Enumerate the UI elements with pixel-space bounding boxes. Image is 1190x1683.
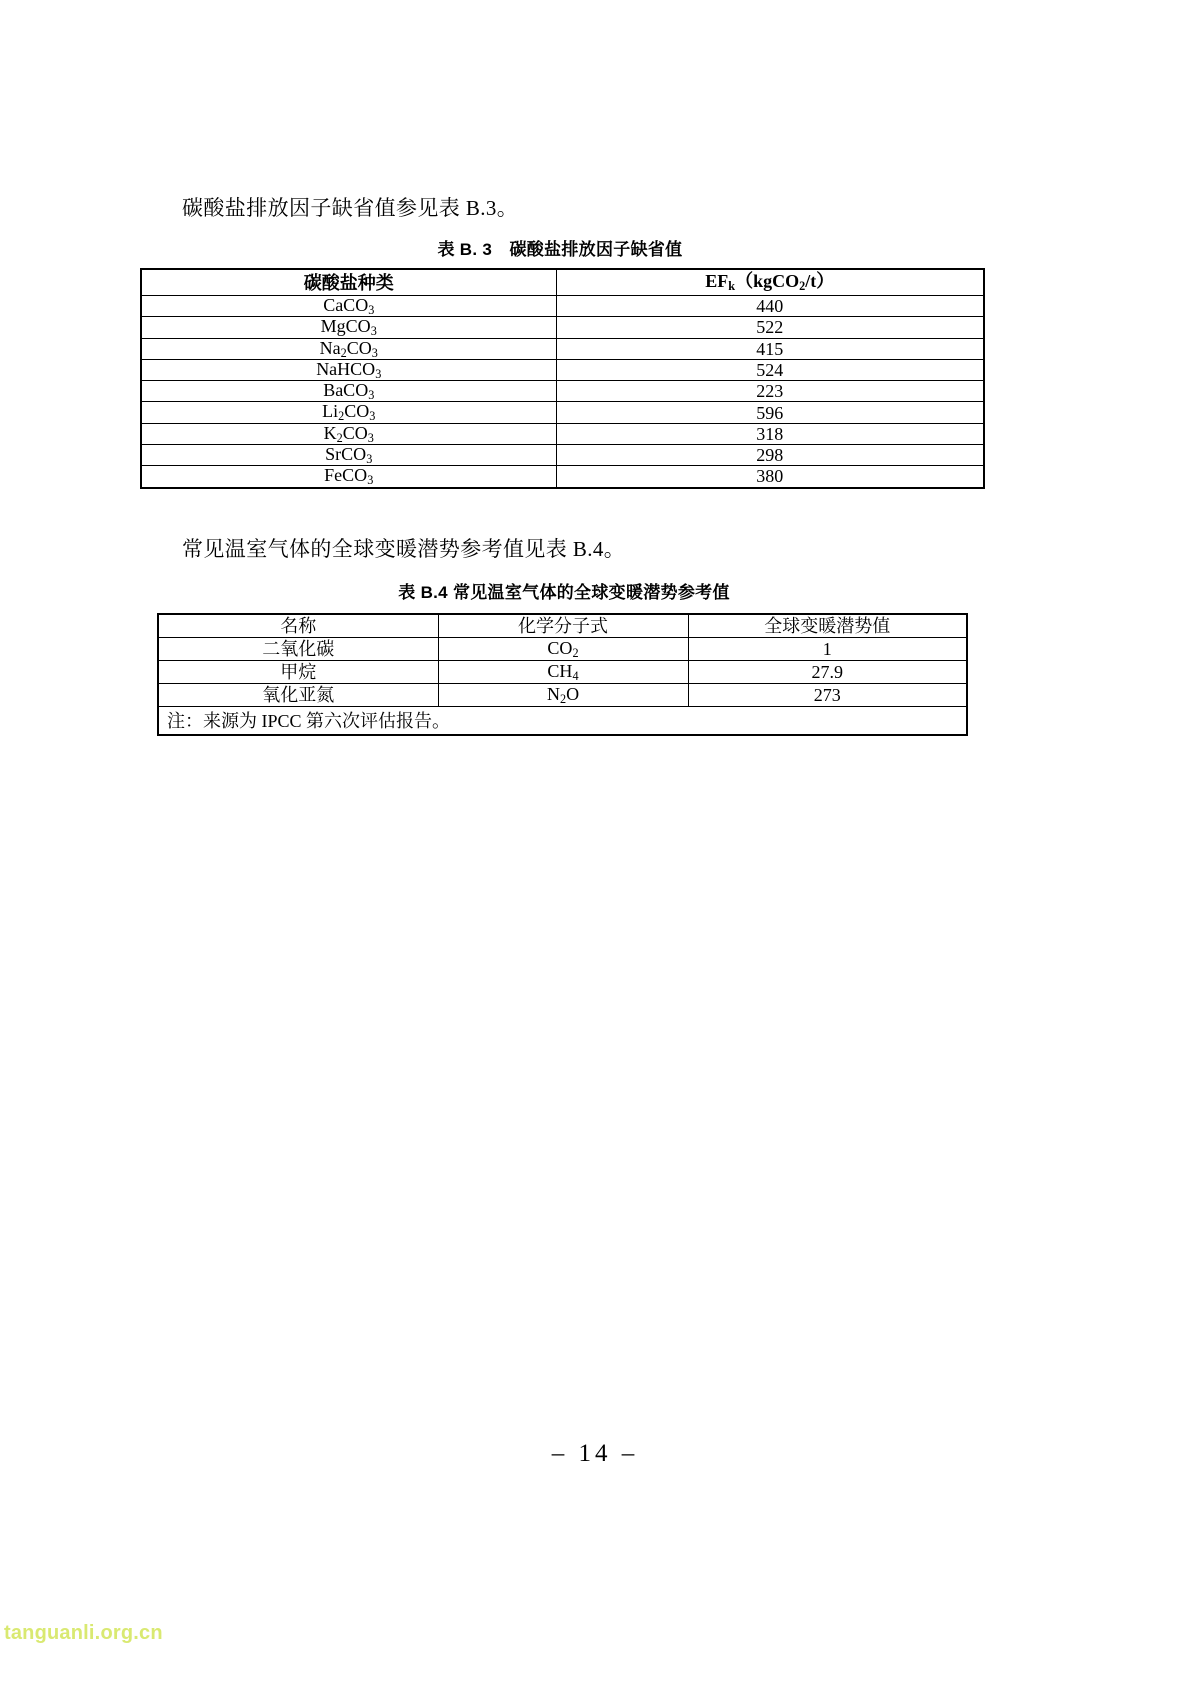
formula-subscript: 3 xyxy=(367,473,374,488)
carbonate-formula-cell xyxy=(141,296,556,317)
carbonate-formula-cell xyxy=(141,359,556,380)
formula-subscript: 2 xyxy=(559,691,567,706)
table-b4-header-name: 名称 xyxy=(158,614,438,638)
emission-factor-value-cell: 380 xyxy=(556,466,984,488)
formula-part: BaCO xyxy=(323,380,369,401)
formula-part: Li xyxy=(322,401,339,422)
carbonate-formula-cell xyxy=(141,466,556,488)
paragraph-intro-table-b3: 碳酸盐排放因子缺省值参见表 B.3。 xyxy=(182,196,519,220)
formula-subscript: 3 xyxy=(370,324,377,339)
site-watermark: tanguanli.org.cn xyxy=(4,1622,163,1644)
formula-part: MgCO xyxy=(320,316,371,337)
formula-subscript: 4 xyxy=(572,668,579,683)
formula-part: FeCO xyxy=(324,465,368,486)
formula-subscript: 3 xyxy=(369,409,376,424)
table-row xyxy=(141,444,984,465)
formula-subscript: 3 xyxy=(367,430,374,445)
table-row xyxy=(141,338,984,359)
formula-part: CH xyxy=(547,660,573,681)
gas-formula-cell xyxy=(438,661,688,684)
formula-part: CO xyxy=(342,422,368,443)
gwp-value-cell: 273 xyxy=(688,684,967,707)
table-row xyxy=(141,402,984,423)
formula-part: CaCO xyxy=(323,295,369,315)
table-b4-note-row xyxy=(158,707,967,736)
formula-subscript: 3 xyxy=(371,345,378,360)
formula-subscript: 2 xyxy=(336,430,343,445)
emission-factor-value-cell: 223 xyxy=(556,381,984,402)
carbonate-formula-cell xyxy=(141,338,556,359)
emission-factor-value-cell: 318 xyxy=(556,423,984,444)
table-b4-header-formula: 化学分子式 xyxy=(438,614,688,638)
table-b3-header-emission-factor xyxy=(556,269,984,296)
gas-name-cell: 甲烷 xyxy=(158,661,438,684)
table-row xyxy=(158,638,967,661)
ef-symbol: EF xyxy=(705,271,729,292)
table-global-warming-potentials xyxy=(157,613,968,736)
table-row xyxy=(158,661,967,684)
table-row xyxy=(141,423,984,444)
formula-part: O xyxy=(566,683,580,704)
table-row xyxy=(141,381,984,402)
carbonate-formula-cell xyxy=(141,423,556,444)
table-b3-header-carbonate-type: 碳酸盐种类 xyxy=(141,269,556,296)
ef-subscript-k: k xyxy=(728,279,736,294)
carbonate-formula-cell xyxy=(141,381,556,402)
gwp-value-cell: 1 xyxy=(688,638,967,661)
table-row xyxy=(141,317,984,338)
formula-part: CO xyxy=(344,401,370,422)
carbonate-formula-cell xyxy=(141,444,556,465)
ef-unit-subscript: 2 xyxy=(799,279,806,294)
formula-subscript: 2 xyxy=(338,409,345,424)
gas-name-cell: 二氧化碳 xyxy=(158,638,438,661)
formula-part: SrCO xyxy=(325,443,367,464)
table-row xyxy=(141,466,984,488)
formula-part: K xyxy=(323,422,337,443)
ef-unit-close: /t） xyxy=(805,271,835,292)
formula-part: NaHCO xyxy=(316,358,376,379)
carbonate-formula-cell xyxy=(141,402,556,423)
gwp-value-cell: 27.9 xyxy=(688,661,967,684)
formula-subscript: 3 xyxy=(366,452,373,467)
carbonate-formula-cell xyxy=(141,317,556,338)
table-b4-caption: 表 B.4 常见温室气体的全球变暖潜势参考值 xyxy=(398,583,730,602)
table-b3-caption: 表 B. 3 碳酸盐排放因子缺省值 xyxy=(437,240,683,259)
formula-subscript: 2 xyxy=(572,645,579,660)
emission-factor-value-cell: 524 xyxy=(556,359,984,380)
formula-part: Na xyxy=(319,337,341,358)
gas-formula-cell xyxy=(438,638,688,661)
emission-factor-value-cell: 298 xyxy=(556,444,984,465)
table-row xyxy=(141,359,984,380)
emission-factor-value-cell: 596 xyxy=(556,402,984,423)
emission-factor-value-cell: 415 xyxy=(556,338,984,359)
formula-part: N xyxy=(546,683,560,704)
table-b4-header-gwp: 全球变暖潜势值 xyxy=(688,614,967,638)
formula-subscript: 3 xyxy=(368,388,375,403)
table-carbonate-emission-factors xyxy=(140,268,985,489)
table-row xyxy=(158,684,967,707)
gas-formula-cell xyxy=(438,684,688,707)
emission-factor-value-cell: 440 xyxy=(556,296,984,317)
table-b3-header-row xyxy=(141,269,984,296)
ef-unit-open: （kgCO xyxy=(735,271,800,292)
formula-part: CO xyxy=(547,637,573,658)
table-row xyxy=(141,296,984,317)
paragraph-intro-table-b4: 常见温室气体的全球变暖潜势参考值见表 B.4。 xyxy=(182,537,626,561)
formula-part: CO xyxy=(346,337,372,358)
emission-factor-value-cell: 522 xyxy=(556,317,984,338)
gas-name-cell: 氧化亚氮 xyxy=(158,684,438,707)
formula-subscript: 2 xyxy=(340,345,347,360)
formula-subscript: 3 xyxy=(368,303,375,318)
table-b4-header-row xyxy=(158,614,967,638)
table-b4-note: 注：来源为 IPCC 第六次评估报告。 xyxy=(158,707,967,736)
page-number: – 14 – xyxy=(551,1440,639,1467)
formula-subscript: 3 xyxy=(375,366,382,381)
